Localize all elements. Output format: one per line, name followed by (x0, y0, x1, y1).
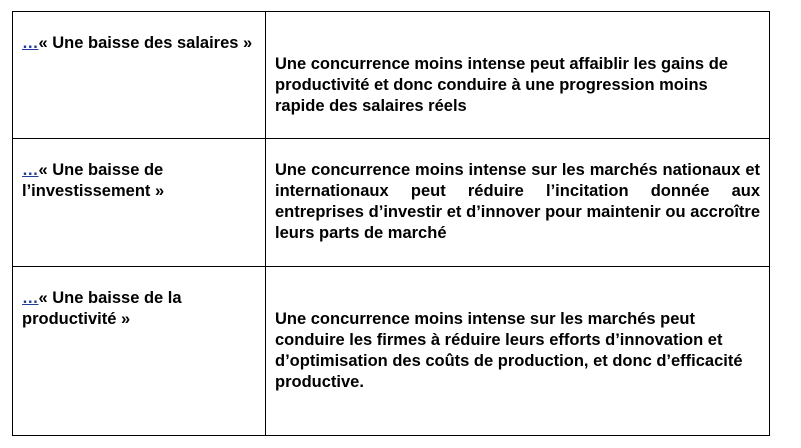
effects-table (12, 11, 770, 436)
effect-label-text: « Une baisse de l’investissement » (22, 161, 165, 200)
effect-label-cell (13, 12, 266, 139)
effect-label (13, 267, 265, 330)
effect-label (13, 139, 265, 202)
effect-description-cell (266, 267, 770, 436)
effect-label-text: « Une baisse des salaires » (38, 34, 253, 52)
effect-label-cell (13, 139, 266, 267)
effect-label (13, 12, 265, 54)
effect-description-cell (266, 139, 770, 267)
effect-description: Une concurrence moins intense sur les marchés peut conduire les firmes à réduire leurs efforts d’innovation et d’optimisation des coûts de production, et donc d’efficacité productive. (275, 310, 743, 391)
table-row (13, 267, 770, 436)
table-row (13, 139, 770, 267)
effect-description: Une concurrence moins intense sur les marchés nationaux et internationaux peut réduire l’incitation donnée aux entreprises d’investir et d’innover pour maintenir ou accroître leurs parts de marché (275, 161, 760, 242)
effect-description: Une concurrence moins intense peut affaiblir les gains de productivité et donc conduire à une progression moins rapide des salaires réels (275, 55, 728, 115)
table-row (13, 12, 770, 139)
effect-label-cell (13, 267, 266, 436)
ellipsis-link[interactable]: … (22, 289, 39, 307)
effect-description-cell (266, 12, 770, 139)
ellipsis-link[interactable]: … (22, 161, 39, 179)
ellipsis-link[interactable]: … (22, 34, 39, 52)
effect-label-text: « Une baisse de la productivité » (22, 289, 182, 328)
